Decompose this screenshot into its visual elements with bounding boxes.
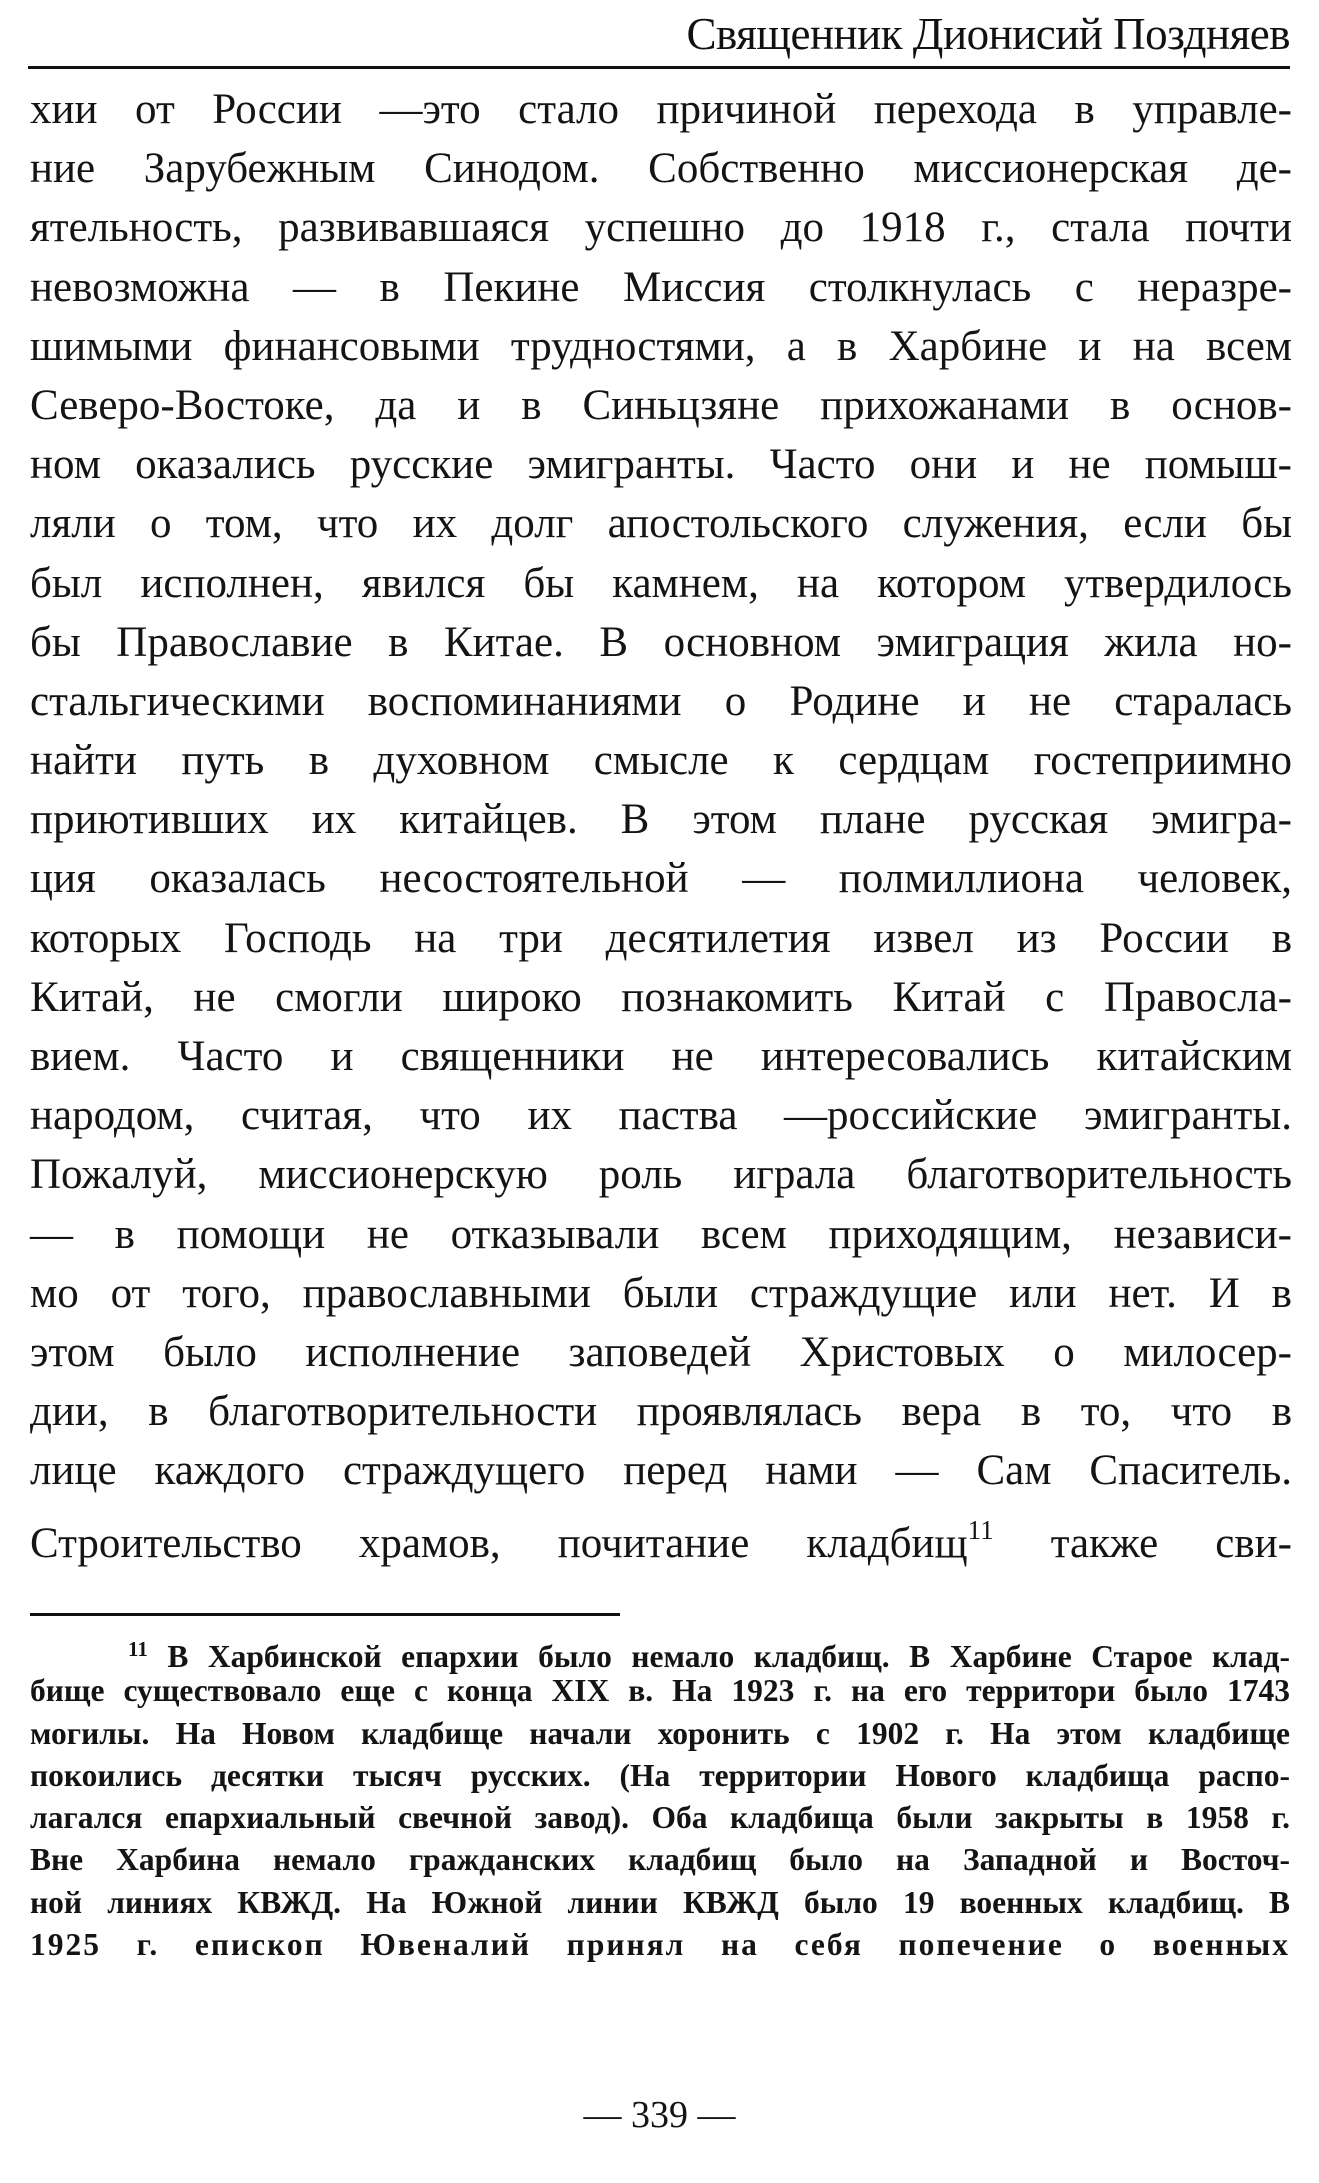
footnote-line: Вне Харбина немало гражданских кладбищ было на Западной и Восточ- — [30, 1842, 1290, 1878]
body-line: ция оказалась несостоятельной — полмиллиона человек, — [30, 855, 1292, 903]
footnote-line: ной линиях КВЖД. На Южной линии КВЖД было 19 военных кладбищ. В — [30, 1884, 1290, 1920]
body-line: этом было исполнение заповедей Христовых о милосер- — [30, 1328, 1292, 1376]
body-line: ние Зарубежным Синодом. Собственно миссионерская де- — [30, 145, 1292, 193]
page-number: — 339 — — [583, 2094, 736, 2136]
body-line: Северо-Востоке, да и в Синьцзяне прихожанами в основ- — [30, 381, 1292, 429]
body-line: бы Православие в Китае. В основном эмиграция жила но- — [30, 618, 1292, 666]
body-line: вием. Часто и священники не интересовались китайским — [30, 1033, 1292, 1080]
body-line: которых Господь на три десятилетия извел из России в — [30, 914, 1292, 962]
footnote-line: могилы. На Новом кладбище начали хоронить с 1902 г. На этом кладбище — [30, 1715, 1290, 1751]
body-line-text: Строительство храмов, почитание кладбищ — [30, 1519, 968, 1567]
footnote-mark: 11 — [128, 1637, 148, 1661]
body-line: Пожалуй, миссионерскую роль играла благотворительность — [30, 1151, 1292, 1199]
running-title: Священник Дионисий Поздняев — [686, 9, 1290, 59]
body-line: стальгическими воспоминаниями о Родине и не старалась — [30, 677, 1292, 725]
footnote-reference[interactable]: 11 — [967, 1514, 994, 1545]
footnote — [30, 1628, 1290, 1966]
body-line-tail: также сви- — [993, 1519, 1293, 1567]
body-line: дии, в благотворительности проявлялась вера в то, что в — [30, 1388, 1292, 1436]
body-line: приютивших их китайцев. В этом плане русская эмигра- — [30, 796, 1292, 844]
body-line: шимыми финансовыми трудностями, а в Харбине и на всем — [30, 322, 1292, 370]
footnote-line: покоились десятки тысяч русских. (На территории Нового кладбища распо- — [30, 1757, 1290, 1793]
body-line: хии от России —это стало причиной перехода в управле- — [30, 86, 1292, 133]
body-line: Китай, не смогли широко познакомить Китай с Правосла- — [30, 973, 1292, 1021]
body-line: ятельность, развивавшаяся успешно до 1918 г., стала почти — [30, 204, 1292, 252]
body-line: найти путь в духовном смысле к сердцам гостеприимно — [30, 737, 1292, 785]
body-line: мо от того, православными были страждущие или нет. И в — [30, 1269, 1292, 1317]
body-line: — в помощи не отказывали всем приходящим, независи- — [30, 1210, 1292, 1258]
body-line: ном оказались русские эмигранты. Часто они и не помыш- — [30, 441, 1292, 489]
footnote-line — [30, 1628, 1290, 1674]
body-line: был исполнен, явился бы камнем, на котором утвердилось — [30, 559, 1292, 607]
footnote-line: 1925 г. епископ Ювеналий принял на себя попечение о военных — [30, 1927, 1290, 1963]
header-rule — [28, 66, 1290, 69]
body-line: лице каждого страждущего перед нами — Сам Спаситель. — [30, 1447, 1292, 1495]
body-text — [30, 80, 1293, 1567]
footnote-first-line-text: В Харбинской епархии было немало кладбищ. В Харбине Старое клад- — [147, 1639, 1290, 1674]
body-line: народом, считая, что их паства —российские эмигранты. — [30, 1092, 1292, 1140]
body-line: невозможна — в Пекине Миссия столкнулась с неразре- — [30, 263, 1292, 311]
footnote-line: лагался епархиальный свечной завод). Оба кладбища были закрыты в 1958 г. — [30, 1800, 1290, 1836]
footnote-line: бище существовало еще с конца XIX в. На 1923 г. на его территори было 1743 — [30, 1673, 1290, 1709]
footnote-rule — [30, 1613, 620, 1616]
body-line: ляли о том, что их долг апостольского служения, если бы — [30, 500, 1292, 548]
body-line-last — [30, 1501, 1293, 1567]
